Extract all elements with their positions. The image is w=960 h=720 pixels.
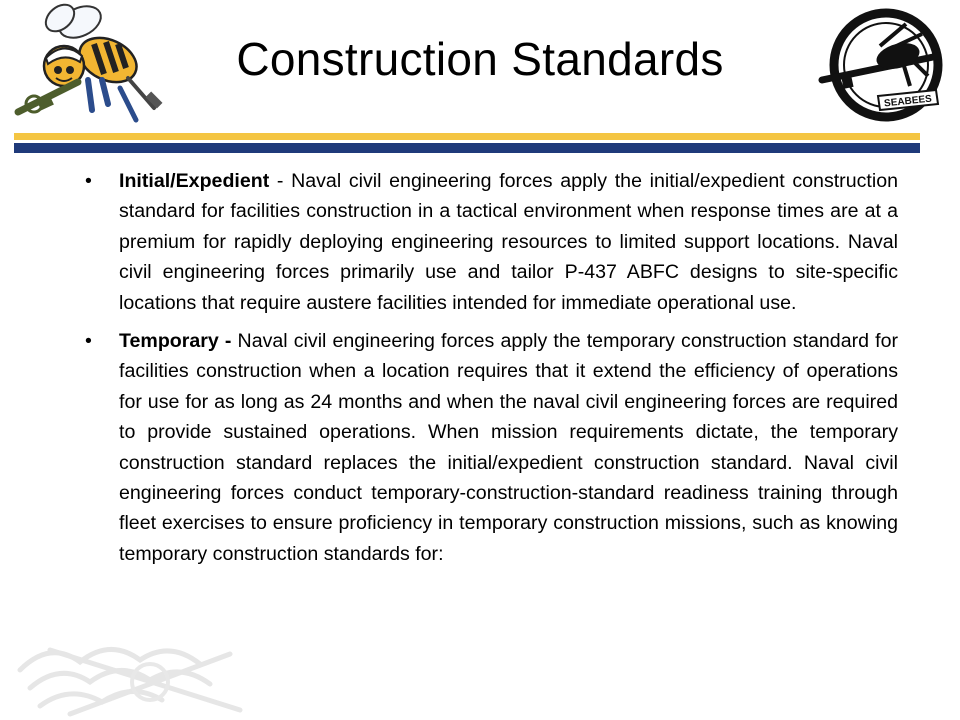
bullet-marker: • [85, 170, 92, 192]
bullet-initial-expedient [85, 166, 898, 318]
bullet-term: Initial/Expedient [119, 170, 270, 192]
navy-divider-stripe [14, 143, 920, 153]
slide-title: Construction Standards [236, 33, 724, 85]
bullet-list [85, 166, 898, 569]
bullet-text: - Naval civil engineering forces apply the initial/expedient construction standard for facilities construction in a tactical environment when response times are at a premium for rapidly deploying engineering resources to limited support locations. Naval civil engineering forces primarily use and tailor P-437 ABFC designs to site-specific locations that require austere facilities intended for immediate operational use. [119, 170, 898, 314]
bullet-temporary [85, 326, 898, 569]
bullet-marker: • [85, 330, 92, 353]
bullet-text: Naval civil engineering forces apply the temporary construction standard for facilities construction when a location requires that it extend the efficiency of operations for use for as long as 24 months and when the naval civil engineering forces are required to provide sustained operations. When mission requirements dictate, the temporary construction standard replaces the initial/expedient construction standard. Naval civil engineering forces conduct temporary-construction-standard readiness training through fleet exercises to ensure proficiency in temporary construction missions, such as knowing temporary construction standards for: [119, 330, 898, 565]
bullet-term: Temporary - [119, 330, 232, 353]
slide-body [85, 166, 898, 577]
emblem-banner-text: SEABEES [883, 93, 933, 110]
gold-divider-stripe [14, 133, 920, 140]
insignia-watermark [10, 610, 270, 720]
